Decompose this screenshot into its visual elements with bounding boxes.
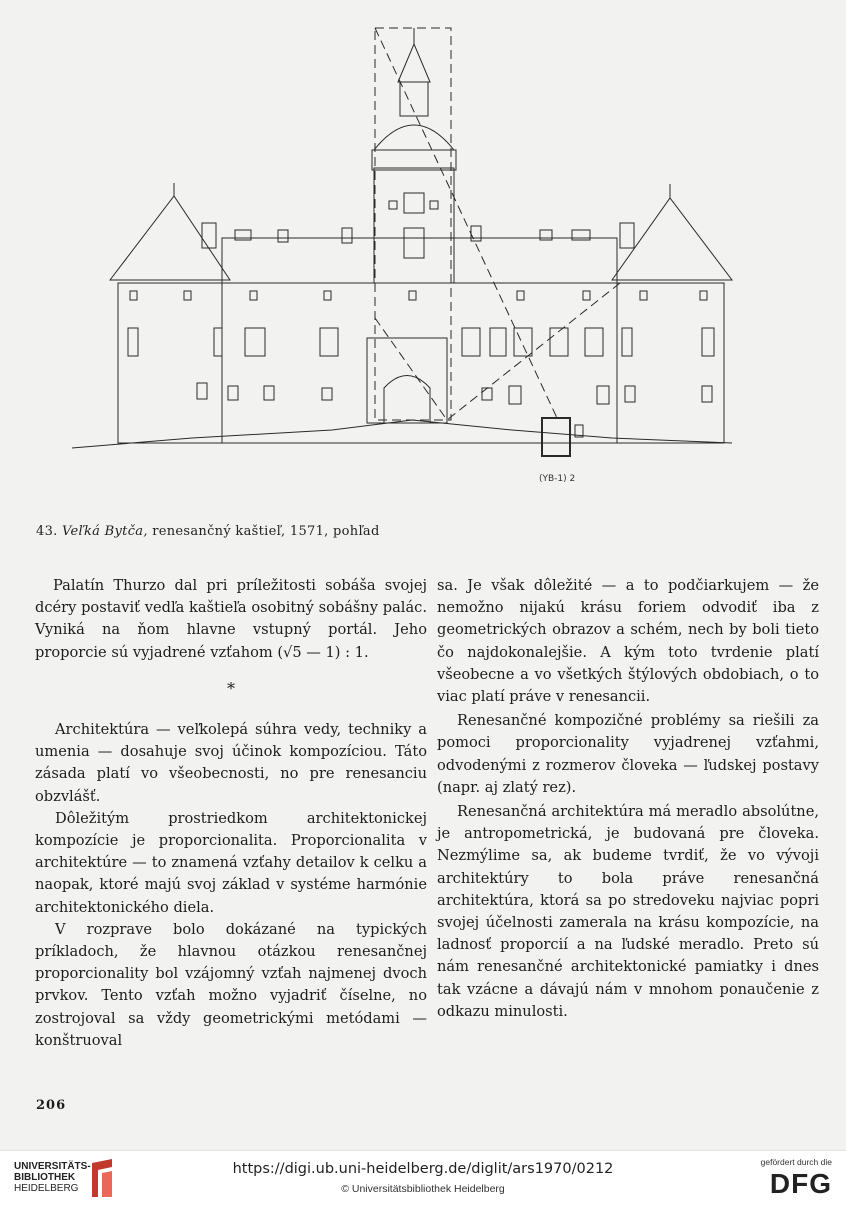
paragraph: Palatín Thurzo dal pri príležitosti sobáša svojej dcéry postaviť vedľa kaštieľa osobitný sobášny palác. Vyniká na ňom hlavne vstupný portál. Jeho proporcie sú vyjadrené vzťahom (√5 — 1) : 1.	[35, 577, 427, 661]
logo-line: UNIVERSITÄTS-	[14, 1161, 91, 1172]
paragraph: Dôležitým prostriedkom architektonickej kompozície je proporcionalita. Proporcionalita v architektúre — to znamená vzťahy detailov k celku a naopak, ktoré majú svoj základ v systéme harmónie architektonického diela.	[35, 809, 427, 916]
logo-line: HEIDELBERG	[14, 1183, 79, 1194]
figure-annotation: (YB-1) 2	[539, 474, 576, 484]
logo-line: BIBLIOTHEK	[14, 1172, 76, 1183]
section-separator: *	[227, 678, 235, 698]
paragraph: Renesančná architektúra má meradlo absolútne, je antropometrická, je budovaná pre človeka. Nezmýlime sa, ak budeme tvrdiť, že vo vývoji architektúry to bola práve renesančná architektúra, ktorá sa po stredoveku najviac popri svojej účelnosti zamerala na krásu kompozície, na ladnosť proporcií a na ľudské meradlo. Preto sú nám renesančné architektonické pamiatky i dnes tak vzácne a dávajú nám v mnohom ponaučenie z odkazu minulosti.	[437, 803, 819, 1020]
figure-caption	[36, 524, 380, 539]
caption-text: renesančný kaštieľ, 1571, pohľad	[152, 524, 380, 539]
paragraph: Architektúra — veľkolepá súhra vedy, techniky a umenia — dosahuje svoj účinok kompozíciou. Táto zásada platí vo všeobecnosti, no pre renesanciu obzvlášť.	[35, 721, 427, 805]
viewer-footer	[0, 1150, 846, 1208]
caption-place: Veľká Bytča,	[62, 524, 148, 539]
dfg-logo[interactable]: DFG	[769, 1168, 832, 1199]
permalink-url[interactable]: https://digi.ub.uni-heidelberg.de/diglit/ars1970/0212	[232, 1161, 614, 1177]
caption-number: 43.	[36, 524, 58, 539]
right-text-column	[437, 575, 819, 1023]
left-text-column	[35, 575, 427, 1052]
paragraph: sa. Je však dôležité — a to podčiarkujem — že nemožno nijakú krásu foriem odvodiť iba z geometrických obrazov a schém, nech by boli tieto čo najdokonalejšie. A kým toto tvrdenie platí všeobecne a vo všetkých štýlových obdobiach, o to viac platí práve v renesancii.	[437, 577, 819, 706]
copyright-notice: © Universitätsbibliothek Heidelberg	[341, 1183, 505, 1195]
paragraph: Renesančné kompozičné problémy sa riešili za pomoci proporcionality vyjadrenej vzťahmi, odvodenými z rozmerov človeka — ľudskej postavy (napr. aj zlatý rez).	[437, 712, 819, 796]
paragraph: V rozprave bolo dokázané na typických príkladoch, že hlavnou otázkou renesančnej proporcionality bol vzájomný vzťah najmenej dvoch prvkov. Tento vzťah možno vyjadriť číselne, no zostrojoval sa vždy geometrickými metódami — konštruoval	[35, 920, 427, 1049]
funding-note: gefördert durch die	[760, 1157, 832, 1167]
page-number: 206	[36, 1098, 67, 1113]
castle-elevation-drawing	[52, 18, 752, 498]
